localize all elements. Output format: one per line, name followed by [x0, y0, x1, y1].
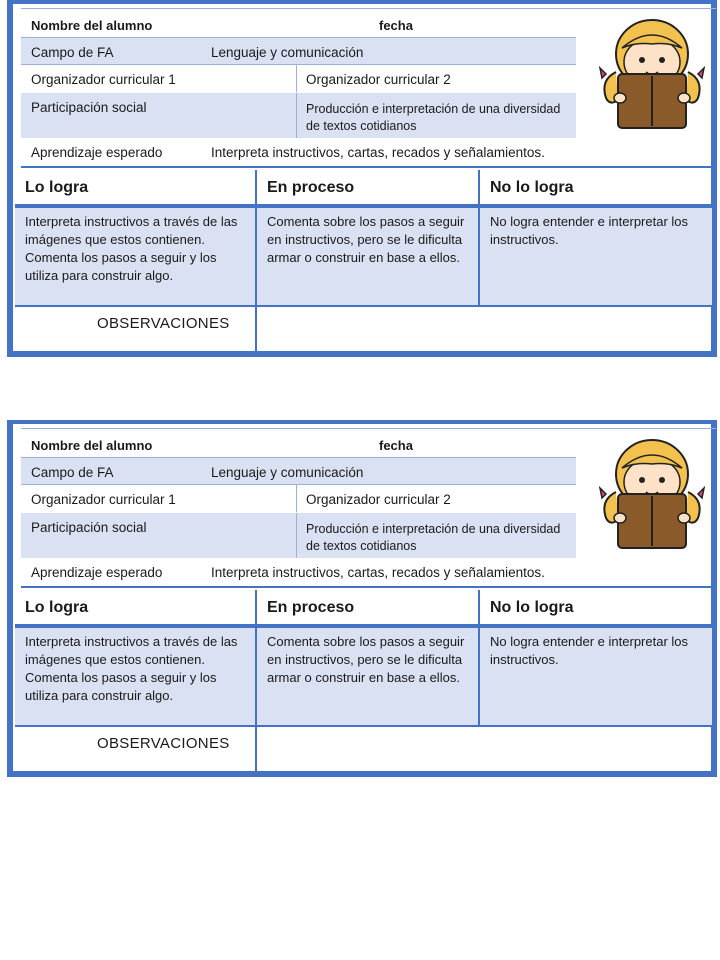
level-achieved-description: Interpreta instructivos a través de las imágenes que estos contienen. Comenta los pasos a seguir y los utiliza para construir algo. [25, 634, 238, 703]
column-divider [296, 513, 297, 558]
organizer-2-value: Producción e interpretación de una diversidad de textos cotidianos [306, 522, 561, 553]
organizer-value-row [21, 513, 576, 558]
organizer-1-label: Organizador curricular 1 [31, 72, 176, 87]
level-achieved-header: Lo logra [25, 599, 89, 616]
organizer-header-row [21, 485, 576, 513]
organizer-value-row [21, 93, 576, 138]
column-divider [255, 590, 257, 628]
rubric-card-1 [7, 0, 717, 357]
column-divider [478, 208, 480, 307]
campo-row [21, 37, 576, 65]
column-divider [478, 170, 480, 208]
observations-label: OBSERVACIONES [97, 735, 230, 752]
level-not-achieved-header: No lo logra [490, 179, 574, 196]
level-header-row [15, 170, 712, 208]
level-description-row [15, 628, 712, 727]
column-divider [296, 93, 297, 138]
level-in-progress-header: En proceso [267, 179, 355, 196]
column-divider [255, 307, 257, 351]
level-description-row [15, 208, 712, 307]
organizer-1-label: Organizador curricular 1 [31, 492, 176, 507]
organizer-1-value: Participación social [31, 520, 147, 535]
level-in-progress-header: En proceso [267, 599, 355, 616]
column-divider [296, 485, 297, 512]
student-name-label: Nombre del alumno [31, 18, 153, 33]
learning-expectation-row [21, 558, 716, 588]
date-label: fecha [379, 438, 413, 453]
learning-expectation-value: Interpreta instructivos, cartas, recados y señalamientos. [211, 565, 545, 580]
student-name-label: Nombre del alumno [31, 438, 153, 453]
campo-label: Campo de FA [31, 45, 114, 60]
learning-expectation-label: Aprendizaje esperado [31, 565, 163, 580]
campo-row [21, 457, 576, 485]
level-header-row [15, 590, 712, 628]
level-achieved-description: Interpreta instructivos a través de las imágenes que estos contienen. Comenta los pasos a seguir y los utiliza para construir algo. [25, 214, 238, 283]
column-divider [478, 590, 480, 628]
column-divider [255, 208, 257, 307]
column-divider [255, 628, 257, 727]
level-not-achieved-header: No lo logra [490, 599, 574, 616]
level-not-achieved-description: No logra entender e interpretar los instructivos. [490, 634, 689, 667]
observations-row [15, 727, 712, 771]
learning-expectation-value: Interpreta instructivos, cartas, recados y señalamientos. [211, 145, 545, 160]
learning-expectation-label: Aprendizaje esperado [31, 145, 163, 160]
campo-value: Lenguaje y comunicación [211, 465, 364, 480]
level-in-progress-description: Comenta sobre los pasos a seguir en instructivos, pero se le dificulta armar o construir en base a ellos. [267, 214, 465, 265]
column-divider [296, 65, 297, 92]
column-divider [255, 170, 257, 208]
column-divider [478, 628, 480, 727]
organizer-2-value: Producción e interpretación de una diversidad de textos cotidianos [306, 102, 561, 133]
level-achieved-header: Lo logra [25, 179, 89, 196]
observations-field[interactable] [259, 727, 709, 771]
rubric-card-2 [7, 420, 717, 777]
organizer-1-value: Participación social [31, 100, 147, 115]
observations-field[interactable] [259, 307, 709, 351]
learning-expectation-row [21, 138, 716, 168]
observations-label: OBSERVACIONES [97, 315, 230, 332]
girl-reading-book-icon [596, 14, 708, 134]
campo-value: Lenguaje y comunicación [211, 45, 364, 60]
column-divider [255, 727, 257, 771]
date-label: fecha [379, 18, 413, 33]
organizer-2-label: Organizador curricular 2 [306, 72, 451, 87]
level-not-achieved-description: No logra entender e interpretar los instructivos. [490, 214, 689, 247]
campo-label: Campo de FA [31, 465, 114, 480]
observations-row [15, 307, 712, 351]
level-in-progress-description: Comenta sobre los pasos a seguir en instructivos, pero se le dificulta armar o construir en base a ellos. [267, 634, 465, 685]
organizer-header-row [21, 65, 576, 93]
girl-reading-book-icon [596, 434, 708, 554]
organizer-2-label: Organizador curricular 2 [306, 492, 451, 507]
